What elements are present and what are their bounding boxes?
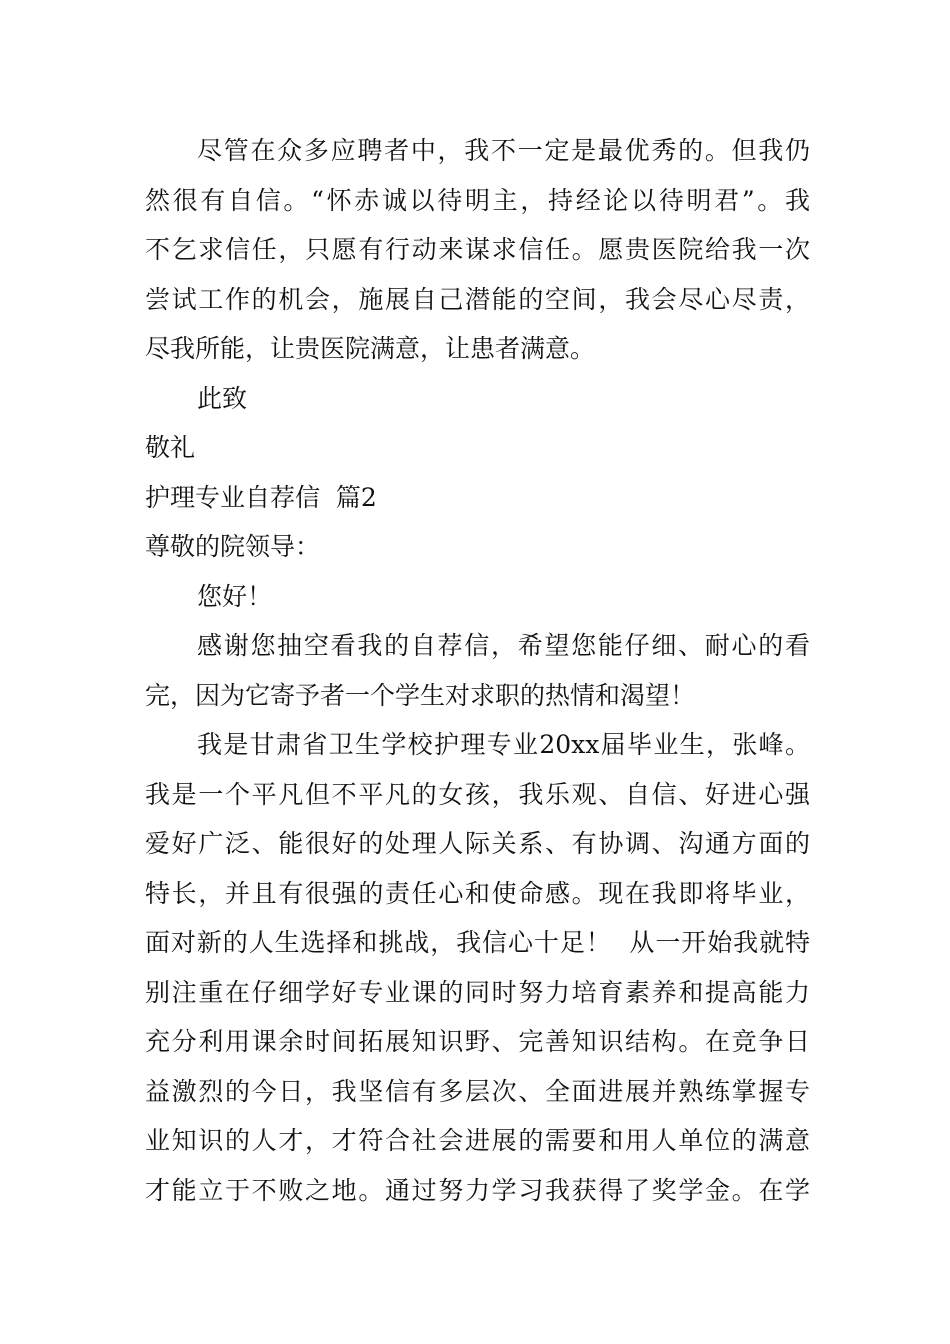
closing-regards: 敬礼 — [145, 433, 196, 462]
paragraph-line-7: 完，因为它寄予者一个学生对求职的热情和渴望！ — [145, 680, 696, 710]
paragraph-line-5: 尽我所能，让贵医院满意，让患者满意。 — [145, 334, 596, 363]
paragraph-line-9: 我是一个平凡但不平凡的女孩，我乐观、自信、好进心强 — [145, 779, 810, 809]
paragraph-line-16: 业知识的人才，才符合社会进展的需要和用人单位的满意 — [145, 1126, 810, 1155]
section-title: 护理专业自荐信 篇2 — [145, 482, 377, 512]
paragraph-line-15: 益激烈的今日，我坚信有多层次、全面进展并熟练掌握专 — [145, 1076, 810, 1106]
paragraph-line-8: 我是甘肃省卫生学校护理专业20xx届毕业生，张峰。 — [197, 730, 810, 759]
paragraph-line-10: 爱好广泛、能很好的处理人际关系、有协调、沟通方面的 — [145, 829, 810, 858]
paragraph-line-17: 才能立于不败之地。通过努力学习我获得了奖学金。在学 — [145, 1175, 810, 1205]
letter-greeting: 您好！ — [197, 581, 273, 611]
document-page — [145, 126, 810, 1215]
closing-salutation: 此致 — [197, 383, 248, 413]
paragraph-line-14: 充分利用课余时间拓展知识野、完善知识结构。在竞争日 — [145, 1027, 810, 1056]
paragraph-line-12: 面对新的人生选择和挑战，我信心十足！ 从一开始我就特 — [145, 928, 810, 957]
letter-greeting-recipient: 尊敬的院领导： — [145, 532, 321, 561]
paragraph-line-11: 特长，并且有很强的责任心和使命感。现在我即将毕业， — [145, 878, 810, 908]
paragraph-line-6: 感谢您抽空看我的自荐信，希望您能仔细、耐心的看 — [197, 631, 810, 660]
paragraph-line-3: 不乞求信任，只愿有行动来谋求信任。愿贵医院给我一次 — [145, 235, 810, 264]
paragraph-line-4: 尝试工作的机会，施展自己潜能的空间，我会尽心尽责， — [145, 284, 810, 314]
paragraph-line-1: 尽管在众多应聘者中，我不一定是最优秀的。但我仍 — [197, 136, 810, 165]
paragraph-line-13: 别注重在仔细学好专业课的同时努力培育素养和提高能力 — [145, 977, 810, 1007]
paragraph-line-2: 然很有自信。“怀赤诚以待明主，持经论以待明君”。我 — [145, 185, 810, 215]
